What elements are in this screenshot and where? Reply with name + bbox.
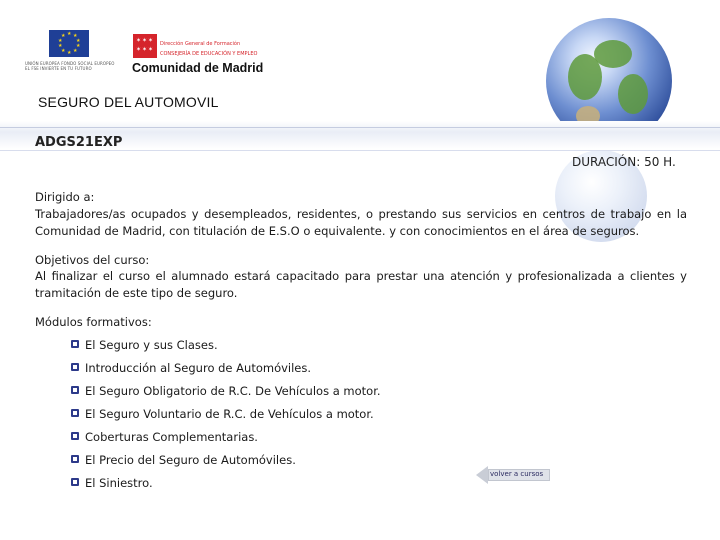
objectives-label: Objetivos del curso: [35, 253, 150, 267]
audience-text: Trabajadores/as ocupados y desempleados, residentes, o prestando sus servicios en centros de trabajo en la Comunidad de Madrid, con titulación de E.S.O o equivalente. y con conocimientos en el área de seguros. [35, 207, 687, 238]
list-item: El Seguro Voluntario de R.C. de Vehículos a motor. [68, 406, 448, 429]
madrid-ministry-line: CONSEJERÍA DE EDUCACIÓN Y EMPLEO [160, 51, 258, 57]
list-item: El Seguro y sus Clases. [68, 337, 448, 360]
checkbox-bullet-icon [71, 340, 79, 348]
objectives-text: Al finalizar el curso el alumnado estará capacitado para prestar una atención y profesionalizada a clientes y tramitación de este tipo de seguro. [35, 269, 687, 300]
list-item: El Precio del Seguro de Automóviles. [68, 452, 448, 475]
audience-label: Dirigido a: [35, 190, 95, 204]
list-item: Coberturas Complementarias. [68, 429, 448, 452]
list-item: El Seguro Obligatorio de R.C. De Vehículos a motor. [68, 383, 448, 406]
divider [0, 127, 720, 128]
modules-label: Módulos formativos: [35, 315, 152, 329]
course-duration: DURACIÓN: 50 H. [572, 155, 676, 169]
back-arrow-icon [476, 466, 488, 484]
course-code: ADGS21EXP [35, 135, 123, 150]
checkbox-bullet-icon [71, 478, 79, 486]
checkbox-bullet-icon [71, 432, 79, 440]
checkbox-bullet-icon [71, 363, 79, 371]
checkbox-bullet-icon [71, 386, 79, 394]
course-title: SEGURO DEL AUTOMOVIL [38, 94, 219, 110]
modules-list [68, 337, 448, 498]
back-to-courses-button[interactable] [476, 466, 550, 484]
divider [0, 150, 720, 151]
eu-flag-logo: ★ ★ ★ ★ ★ ★ ★ ★ ★ ★ [49, 30, 89, 57]
madrid-department-line: Dirección General de Formación [160, 41, 241, 47]
list-item: Introducción al Seguro de Automóviles. [68, 360, 448, 383]
madrid-logo-mark: ✶ ✶ ✶ ✶ ✶ ✶ [133, 34, 157, 58]
checkbox-bullet-icon [71, 455, 79, 463]
back-button-label: volver a cursos [490, 470, 544, 478]
eu-caption: UNIÓN EUROPEA FONDO SOCIAL EUROPEO EL FSE INVIERTE EN TU FUTURO [25, 61, 115, 71]
checkbox-bullet-icon [71, 409, 79, 417]
madrid-logo-name: Comunidad de Madrid [132, 61, 264, 75]
list-item: El Siniestro. [68, 475, 448, 498]
